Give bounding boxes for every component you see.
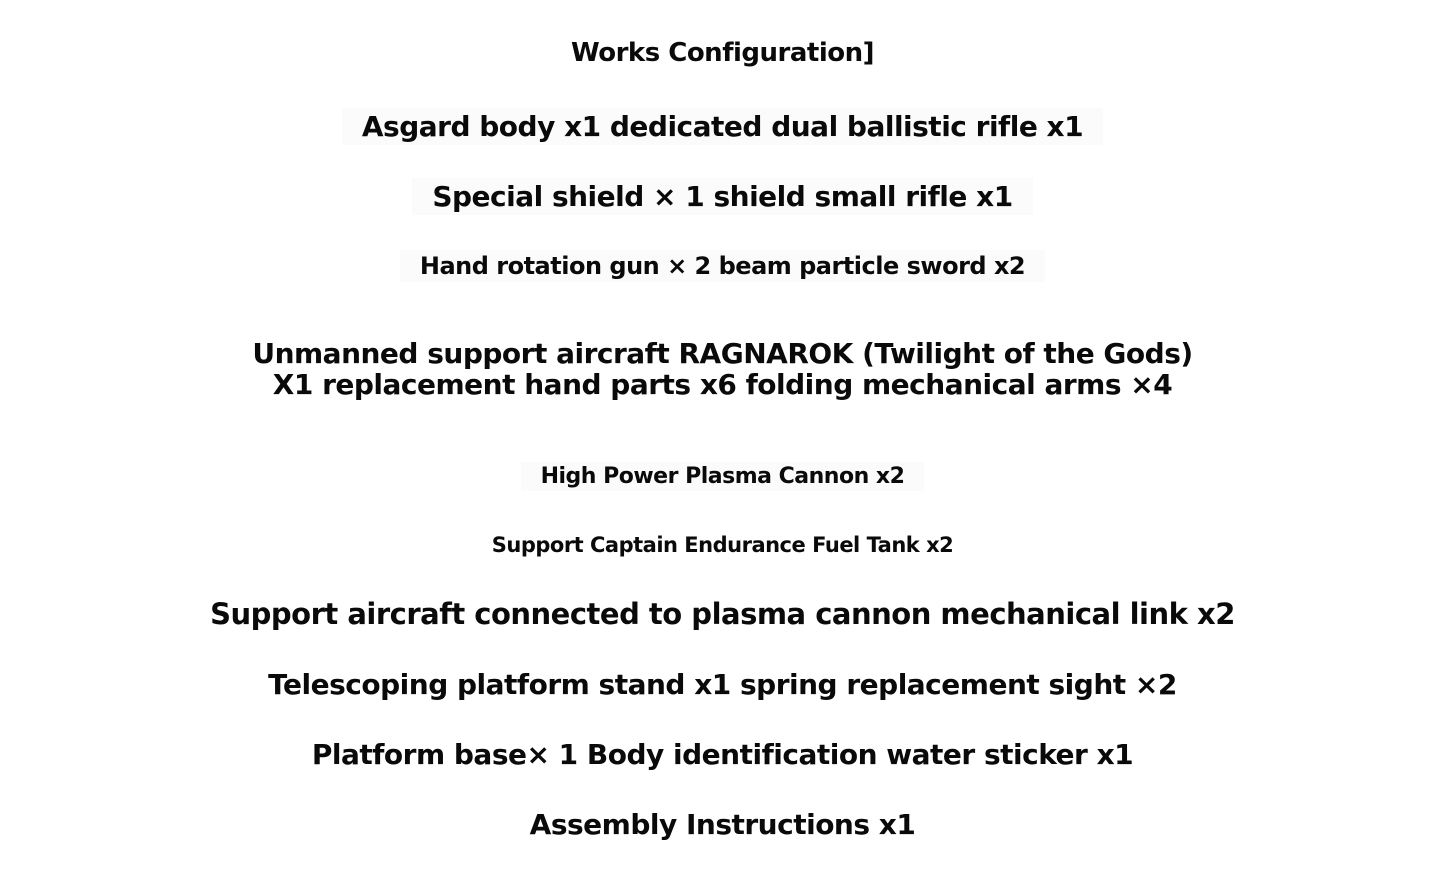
title-text: Works Configuration] [570, 38, 874, 68]
config-item-text: Support Captain Endurance Fuel Tank x2 [491, 533, 954, 557]
config-item-text: Telescoping platform stand x1 spring replacement sight ×2 [268, 668, 1177, 701]
document-title [0, 38, 1445, 68]
config-item-text-line1: Unmanned support aircraft RAGNAROK (Twilight of the Gods) [252, 337, 1193, 370]
config-item-text: Asgard body x1 dedicated dual ballistic rifle x1 [342, 108, 1103, 145]
config-item-multiline [0, 338, 1445, 400]
config-item-text: Special shield × 1 shield small rifle x1 [412, 178, 1032, 215]
config-item [0, 108, 1445, 145]
config-item-text: Platform base× 1 Body identification water sticker x1 [311, 738, 1134, 771]
config-item [0, 533, 1445, 557]
config-item-text: High Power Plasma Cannon x2 [521, 462, 925, 491]
config-item [0, 250, 1445, 282]
config-item-text-line2: X1 replacement hand parts x6 folding mechanical arms ×4 [272, 368, 1173, 401]
config-item [0, 597, 1445, 631]
config-item-text: Assembly Instructions x1 [529, 808, 916, 841]
config-item [0, 668, 1445, 701]
config-item [0, 178, 1445, 215]
config-item-text: Hand rotation gun × 2 beam particle sword x2 [400, 250, 1045, 282]
config-item-text: Support aircraft connected to plasma cannon mechanical link x2 [210, 597, 1235, 631]
config-item [0, 808, 1445, 841]
config-item [0, 738, 1445, 771]
config-item [0, 462, 1445, 491]
